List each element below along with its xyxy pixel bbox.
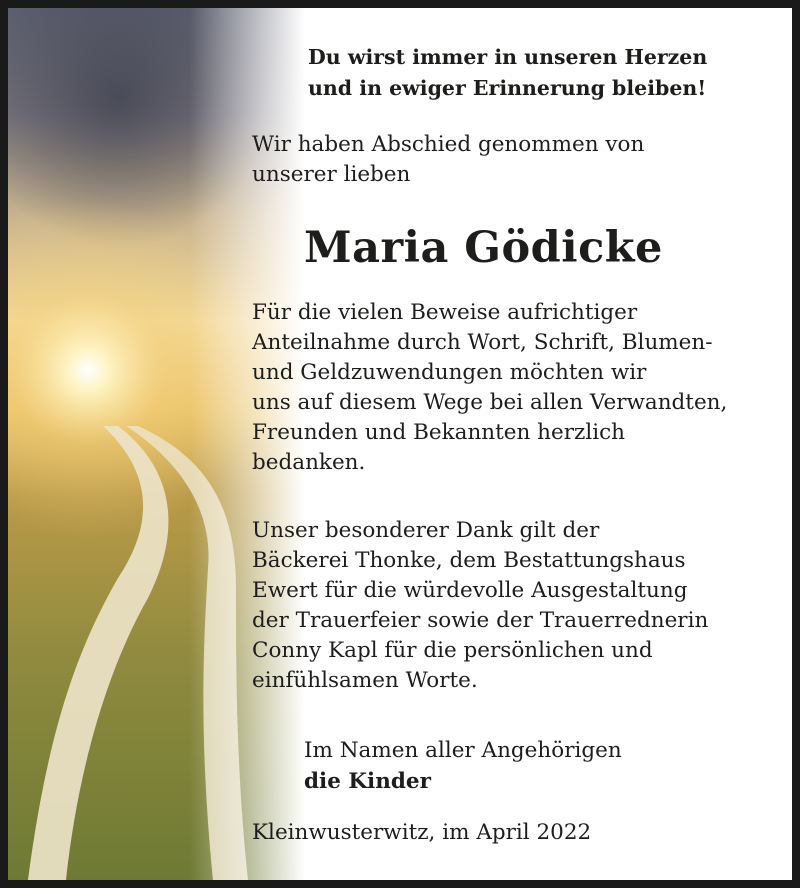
thanks-paragraph-1: Für die vielen Beweise aufrichtiger Anteilnahme durch Wort, Schrift, Blumen- und Geldzuwendungen möchten wir uns auf diesem Wege bei allen Verwandten, Freunden und Bekannten herzlich bedanken. xyxy=(252,300,728,475)
thanks-paragraph-2: Unser besonderer Dank gilt der Bäckerei Thonke, dem Bestattungshaus Ewert für die würdevolle Ausgestaltung der Trauerfeier sowie der Trauerrednerin Conny Kapl für die persönlichen und einfühlsamen Worte. xyxy=(252,518,709,693)
motto: Du wirst immer in unseren Herzen und in ewiger Erinnerung bleiben! xyxy=(308,45,708,100)
signature-name: die Kinder xyxy=(304,769,431,794)
obituary-card xyxy=(8,8,792,880)
signature-line: Im Namen aller Angehörigen xyxy=(304,738,622,763)
intro-text: Wir haben Abschied genommen von unserer lieben xyxy=(252,132,645,187)
deceased-name: Maria Gödicke xyxy=(304,223,663,273)
place-date: Kleinwusterwitz, im April 2022 xyxy=(252,820,592,845)
